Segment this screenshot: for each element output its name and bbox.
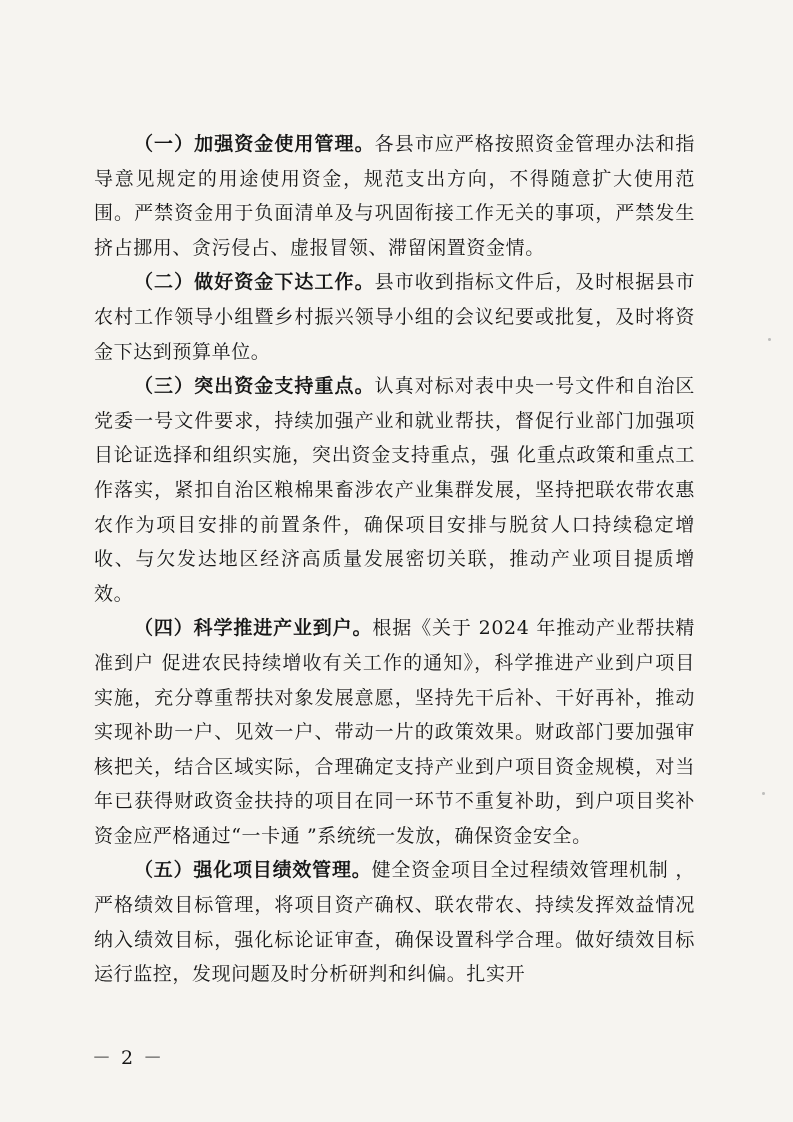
- section-4-heading: （四）科学推进产业到户。: [134, 617, 373, 640]
- section-2-heading: （二）做好资金下达工作。: [134, 271, 375, 294]
- document-body: [94, 127, 695, 992]
- section-5-text: 健全资金项目全过程绩效管理机制 ，严格绩效目标管理，将项目资产确权、联农带农、持续发挥效益情况纳入绩效目标，强化标论证审查，确保设置科学合理。做好绩效目标运行监控，发现问题及时分析研判和纠偏。扎实开: [94, 859, 695, 986]
- scan-dot: [762, 792, 765, 795]
- section-5-heading: （五）强化项目绩效管理。: [134, 859, 372, 882]
- section-1-text: 各县市应严格按照资金管理办法和指导意见规定的用途使用资金，规范支出方向，不得随意扩大使用范围。严禁资金用于负面清单及与巩固衔接工作无关的事项，严禁发生挤占挪用、贪污侵占、虚报冒领、滞留闲置资金情。: [94, 133, 695, 259]
- section-4: [94, 611, 695, 853]
- section-1: [94, 127, 695, 265]
- section-3-text: 认真对标对表中央一号文件和自治区党委一号文件要求，持续加强产业和就业帮扶，督促行业部门加强项目论证选择和组织实施，突出资金支持重点，强 化重点政策和重点工作落实，紧扣自治区粮棉果畜涉农产业集群发展，坚持把联农带农惠农作为项目安排的前置条件，确保项目安排与脱贫人口持续稳定增收、与欠发达地区经济高质量发展密切关联，推动产业项目提质增效。: [94, 375, 695, 605]
- section-2-text: 县市收到指标文件后，及时根据县市农村工作领导小组暨乡村振兴领导小组的会议纪要或批复，及时将资金下达到预算单位。: [94, 271, 695, 363]
- section-5: [94, 853, 695, 991]
- section-3: [94, 369, 695, 611]
- section-3-heading: （三）突出资金支持重点。: [134, 375, 375, 398]
- scan-dot: [768, 338, 771, 341]
- section-2: [94, 265, 695, 369]
- section-1-heading: （一）加强资金使用管理。: [134, 133, 375, 155]
- page-number: － 2 －: [92, 1047, 165, 1069]
- section-4-text: 根据《关于 2024 年推动产业帮扶精准到户 促进农民持续增收有关工作的通知》，科学推进产业到户项目实施，充分尊重帮扶对象发展意愿，坚持先干后补、干好再补，推动实现补助一户、见效一户、带动一片的政策效果。财政部门要加强审核把关，结合区域实际，合理确定支持产业到户项目资金规模，对当年已获得财政资金扶持的项目在同一环节不重复补助，到户项目奖补资金应严格通过“一卡通 ”系统统一发放，确保资金安全。: [94, 617, 695, 847]
